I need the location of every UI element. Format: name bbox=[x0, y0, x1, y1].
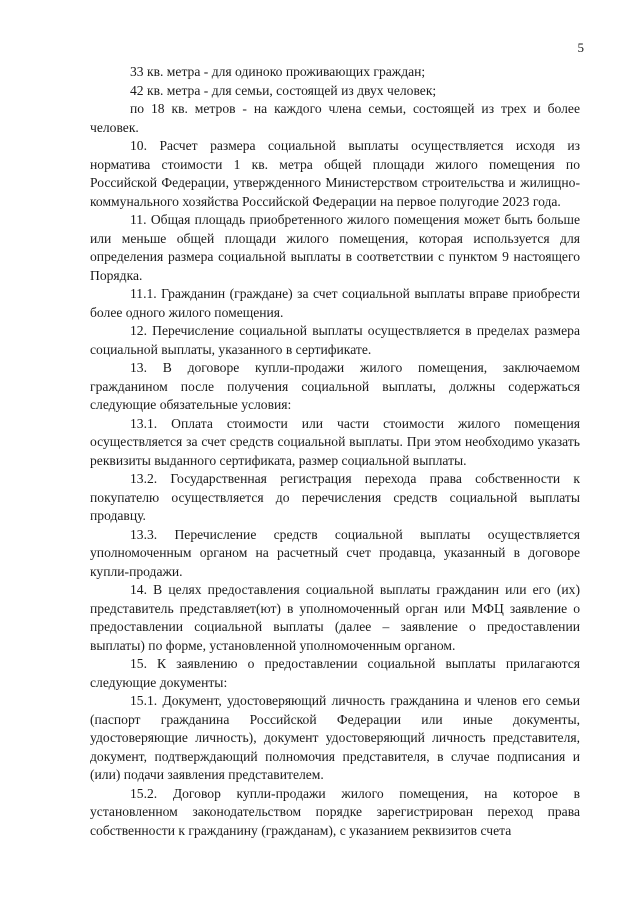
paragraph-11-1: 11.1. Гражданин (граждане) за счет социальной выплаты вправе приобрести более одного жилого помещения. bbox=[90, 286, 580, 320]
paragraph-13: 13. В договоре купли-продажи жилого помещения, заключаемом гражданином после получения социальной выплаты, должны содержаться следующие обязательные условия: bbox=[90, 360, 580, 412]
paragraph-15-1: 15.1. Документ, удостоверяющий личность гражданина и членов его семьи (паспорт гражданина Российской Федерации или иные документы, удостоверяющие личность), документ удостоверяющий личность представителя, документ, подтверждающий полномочия представителя, в случае подписания и (или) подачи заявления представителем. bbox=[90, 693, 580, 782]
paragraph-14: 14. В целях предоставления социальной выплаты гражданин или его (их) представитель представляет(ют) в уполномоченный орган или МФЦ заявление о предоставлении социальной выплаты (далее – заявление о предоставлении выплаты) по форме, установленной уполномоченным органом. bbox=[90, 582, 580, 653]
paragraph-area-single: 33 кв. метра - для одиноко проживающих граждан; bbox=[130, 64, 426, 79]
paragraph-13-1: 13.1. Оплата стоимости или части стоимости жилого помещения осуществляется за счет средств социальной выплаты. При этом необходимо указать реквизиты выданного сертификата, размер социальной выплаты. bbox=[90, 415, 580, 468]
paragraph-12: 12. Перечисление социальной выплаты осуществляется в пределах размера социальной выплаты, указанного в сертификате. bbox=[90, 323, 580, 357]
paragraph-13-3: 13.3. Перечисление средств социальной выплаты осуществляется уполномоченным органом на расчетный счет продавца, указанный в договоре купли-продажи. bbox=[90, 526, 580, 579]
paragraph-area-two: 42 кв. метра - для семьи, состоящей из двух человек; bbox=[130, 82, 437, 98]
document-body bbox=[90, 63, 580, 840]
paragraph-area-three-plus: по 18 кв. метров - на каждого члена семьи, состоящей из трех и более человек. bbox=[90, 101, 580, 135]
page-number: 5 bbox=[577, 40, 584, 55]
paragraph-13-2: 13.2. Государственная регистрация перехода права собственности к покупателю осуществляется до перечисления средств социальной выплаты продавцу. bbox=[90, 471, 580, 523]
paragraph-15: 15. К заявлению о предоставлении социальной выплаты прилагаются следующие документы: bbox=[90, 656, 580, 690]
paragraph-15-2: 15.2. Договор купли-продажи жилого помещения, на которое в установленном законодательством порядке зарегистрирован переход права собственности к гражданину (гражданам), с указанием реквизитов счета bbox=[90, 785, 580, 838]
paragraph-11: 11. Общая площадь приобретенного жилого помещения может быть больше или меньше общей площади жилого помещения, которая используется для определения размера социальной выплаты в соответствии с пунктом 9 настоящего Порядка. bbox=[90, 212, 580, 283]
paragraph-10: 10. Расчет размера социальной выплаты осуществляется исходя из норматива стоимости 1 кв. метра общей площади жилого помещения по Российской Федерации, утвержденного Министерством строительства и жилищно-коммунального хозяйства Российской Федерации на первое полугодие 2023 года. bbox=[90, 138, 580, 209]
